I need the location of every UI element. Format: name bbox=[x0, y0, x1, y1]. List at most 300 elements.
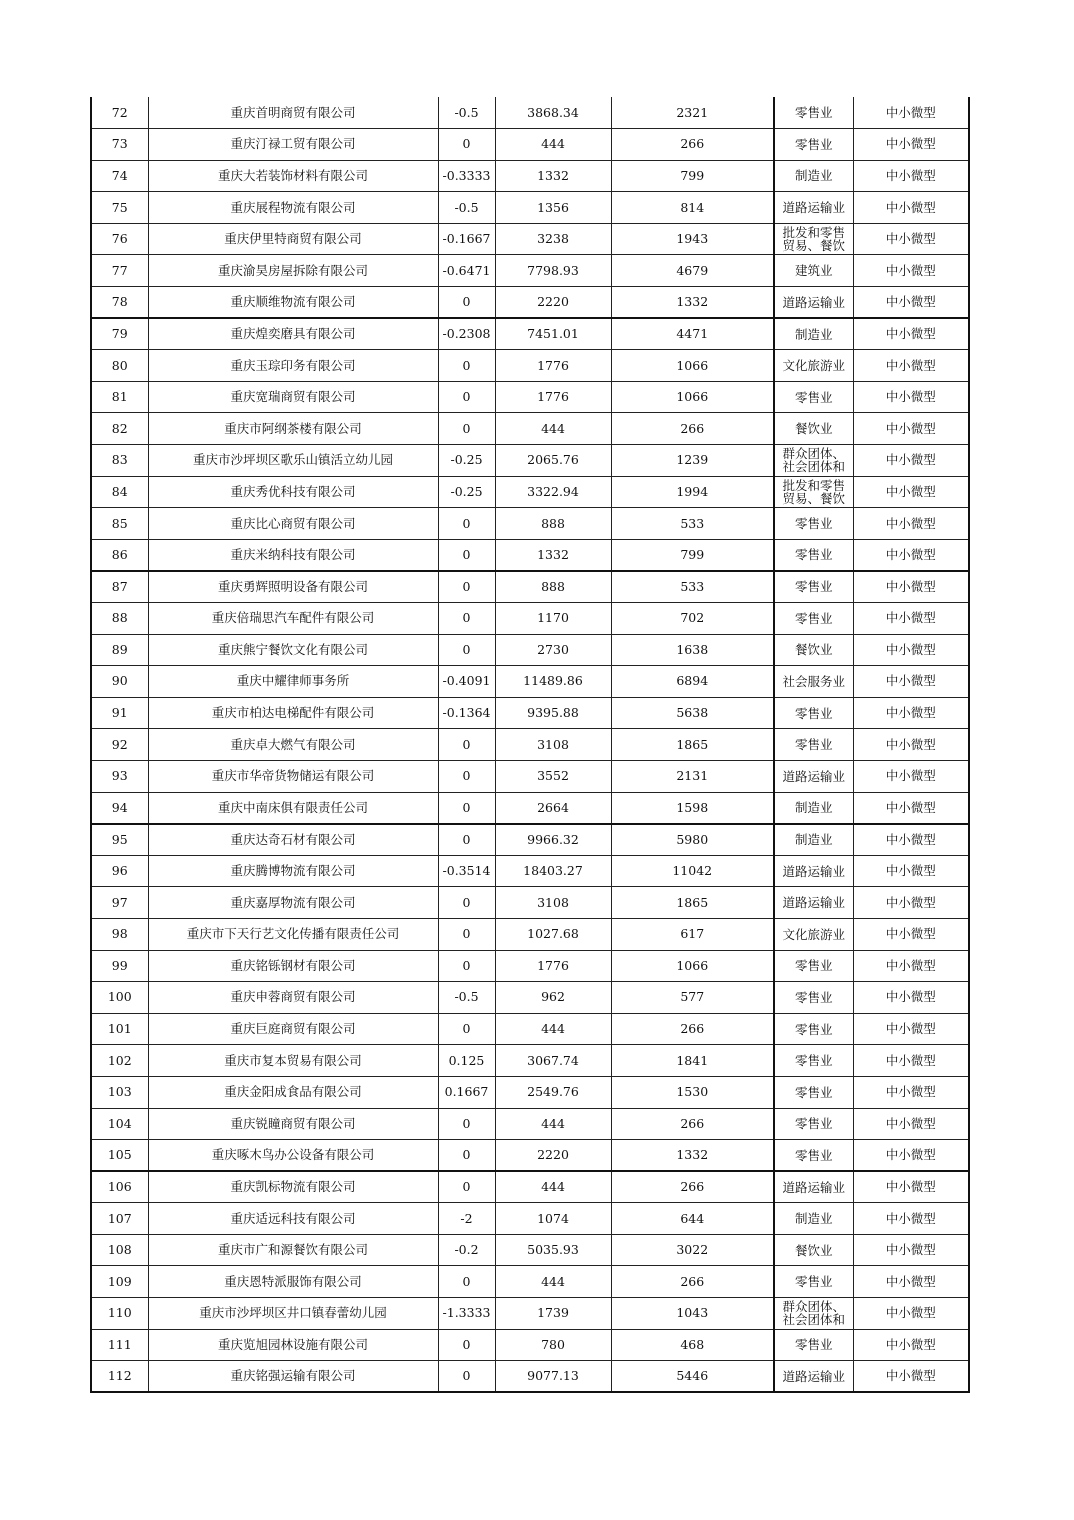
cell-amount: 2065.76 bbox=[495, 445, 611, 477]
cell-count: 1994 bbox=[611, 476, 774, 508]
table-row bbox=[91, 1045, 969, 1077]
table-row bbox=[91, 855, 969, 887]
cell-company-name: 重庆展程物流有限公司 bbox=[148, 192, 438, 224]
industry-text: 群众团体、社会团体和 bbox=[782, 1300, 845, 1327]
cell-index: 112 bbox=[91, 1361, 148, 1393]
cell-ratio: -0.3514 bbox=[438, 855, 495, 887]
cell-company-name: 重庆中南床俱有限责任公司 bbox=[148, 792, 438, 824]
cell-count: 266 bbox=[611, 413, 774, 445]
cell-company-name: 重庆伊里特商贸有限公司 bbox=[148, 223, 438, 255]
cell-ratio: 0 bbox=[438, 1361, 495, 1393]
cell-count: 1066 bbox=[611, 350, 774, 382]
cell-index: 80 bbox=[91, 350, 148, 382]
table-row bbox=[91, 729, 969, 761]
table-row bbox=[91, 982, 969, 1014]
cell-index: 90 bbox=[91, 666, 148, 698]
cell-amount: 11489.86 bbox=[495, 666, 611, 698]
cell-company-name: 重庆申蓉商贸有限公司 bbox=[148, 982, 438, 1014]
industry-text: 建筑业 bbox=[794, 264, 833, 278]
cell-amount: 444 bbox=[495, 129, 611, 161]
cell-ratio: -1.3333 bbox=[438, 1298, 495, 1330]
cell-industry bbox=[774, 824, 853, 856]
cell-count: 644 bbox=[611, 1203, 774, 1235]
industry-text: 文化旅游业 bbox=[782, 927, 845, 941]
cell-enterprise-type: 中小微型 bbox=[853, 950, 969, 982]
industry-text: 制造业 bbox=[794, 169, 833, 183]
table-row bbox=[91, 634, 969, 666]
cell-enterprise-type: 中小微型 bbox=[853, 1076, 969, 1108]
cell-count: 799 bbox=[611, 539, 774, 571]
table-row bbox=[91, 887, 969, 919]
cell-amount: 962 bbox=[495, 982, 611, 1014]
cell-industry bbox=[774, 792, 853, 824]
cell-amount: 9966.32 bbox=[495, 824, 611, 856]
industry-text: 零售业 bbox=[794, 106, 833, 120]
cell-count: 266 bbox=[611, 1108, 774, 1140]
cell-ratio: 0 bbox=[438, 129, 495, 161]
cell-ratio: 0 bbox=[438, 1140, 495, 1172]
table-row bbox=[91, 918, 969, 950]
table-row bbox=[91, 476, 969, 508]
cell-enterprise-type: 中小微型 bbox=[853, 666, 969, 698]
industry-text: 零售业 bbox=[794, 1054, 833, 1068]
cell-enterprise-type: 中小微型 bbox=[853, 318, 969, 350]
cell-company-name: 重庆金阳成食品有限公司 bbox=[148, 1076, 438, 1108]
cell-amount: 3067.74 bbox=[495, 1045, 611, 1077]
cell-amount: 888 bbox=[495, 508, 611, 540]
cell-company-name: 重庆市阿纲茶楼有限公司 bbox=[148, 413, 438, 445]
cell-ratio: 0 bbox=[438, 539, 495, 571]
cell-amount: 2220 bbox=[495, 287, 611, 319]
industry-text: 零售业 bbox=[794, 738, 833, 752]
cell-company-name: 重庆铭铄钢材有限公司 bbox=[148, 950, 438, 982]
industry-text: 道路运输业 bbox=[782, 201, 845, 215]
industry-text: 零售业 bbox=[794, 517, 833, 531]
cell-company-name: 重庆市沙坪坝区歌乐山镇活立幼儿园 bbox=[148, 445, 438, 477]
cell-index: 72 bbox=[91, 97, 148, 129]
cell-company-name: 重庆秀优科技有限公司 bbox=[148, 476, 438, 508]
table-row bbox=[91, 1140, 969, 1172]
cell-company-name: 重庆卓大燃气有限公司 bbox=[148, 729, 438, 761]
cell-index: 98 bbox=[91, 918, 148, 950]
cell-ratio: 0 bbox=[438, 1171, 495, 1203]
cell-ratio: 0 bbox=[438, 760, 495, 792]
cell-company-name: 重庆锐瞳商贸有限公司 bbox=[148, 1108, 438, 1140]
table-row bbox=[91, 223, 969, 255]
cell-ratio: -0.2308 bbox=[438, 318, 495, 350]
cell-ratio: -0.25 bbox=[438, 445, 495, 477]
cell-industry bbox=[774, 287, 853, 319]
cell-ratio: 0 bbox=[438, 413, 495, 445]
cell-enterprise-type: 中小微型 bbox=[853, 887, 969, 919]
cell-industry bbox=[774, 855, 853, 887]
cell-index: 82 bbox=[91, 413, 148, 445]
cell-ratio: -0.1364 bbox=[438, 697, 495, 729]
cell-company-name: 重庆大若装饰材料有限公司 bbox=[148, 160, 438, 192]
cell-index: 88 bbox=[91, 603, 148, 635]
cell-count: 5638 bbox=[611, 697, 774, 729]
cell-enterprise-type: 中小微型 bbox=[853, 1234, 969, 1266]
cell-industry bbox=[774, 887, 853, 919]
cell-count: 6894 bbox=[611, 666, 774, 698]
cell-count: 702 bbox=[611, 603, 774, 635]
table-row bbox=[91, 1076, 969, 1108]
cell-amount: 3108 bbox=[495, 729, 611, 761]
cell-index: 111 bbox=[91, 1329, 148, 1361]
cell-count: 1638 bbox=[611, 634, 774, 666]
cell-ratio: 0 bbox=[438, 887, 495, 919]
cell-count: 1865 bbox=[611, 729, 774, 761]
cell-enterprise-type: 中小微型 bbox=[853, 350, 969, 382]
cell-industry bbox=[774, 1171, 853, 1203]
cell-index: 105 bbox=[91, 1140, 148, 1172]
cell-index: 85 bbox=[91, 508, 148, 540]
cell-company-name: 重庆市下天行艺文化传播有限责任公司 bbox=[148, 918, 438, 950]
cell-company-name: 重庆煌奕磨具有限公司 bbox=[148, 318, 438, 350]
cell-industry bbox=[774, 1045, 853, 1077]
cell-industry bbox=[774, 950, 853, 982]
cell-index: 87 bbox=[91, 571, 148, 603]
cell-industry bbox=[774, 350, 853, 382]
cell-industry bbox=[774, 634, 853, 666]
table-row bbox=[91, 192, 969, 224]
cell-enterprise-type: 中小微型 bbox=[853, 1203, 969, 1235]
cell-count: 266 bbox=[611, 1013, 774, 1045]
cell-index: 97 bbox=[91, 887, 148, 919]
cell-enterprise-type: 中小微型 bbox=[853, 603, 969, 635]
table-row bbox=[91, 1013, 969, 1045]
cell-index: 76 bbox=[91, 223, 148, 255]
cell-amount: 444 bbox=[495, 1108, 611, 1140]
table-row bbox=[91, 792, 969, 824]
table-row bbox=[91, 1266, 969, 1298]
cell-index: 106 bbox=[91, 1171, 148, 1203]
cell-index: 96 bbox=[91, 855, 148, 887]
cell-ratio: -0.3333 bbox=[438, 160, 495, 192]
cell-enterprise-type: 中小微型 bbox=[853, 982, 969, 1014]
cell-ratio: 0 bbox=[438, 1329, 495, 1361]
cell-count: 1530 bbox=[611, 1076, 774, 1108]
cell-industry bbox=[774, 413, 853, 445]
cell-enterprise-type: 中小微型 bbox=[853, 855, 969, 887]
industry-text: 零售业 bbox=[794, 1022, 833, 1036]
industry-text: 零售业 bbox=[794, 1148, 833, 1162]
cell-count: 1865 bbox=[611, 887, 774, 919]
cell-company-name: 重庆顺维物流有限公司 bbox=[148, 287, 438, 319]
cell-count: 2321 bbox=[611, 97, 774, 129]
cell-index: 99 bbox=[91, 950, 148, 982]
cell-enterprise-type: 中小微型 bbox=[853, 476, 969, 508]
cell-count: 533 bbox=[611, 571, 774, 603]
cell-amount: 1776 bbox=[495, 350, 611, 382]
cell-count: 1239 bbox=[611, 445, 774, 477]
cell-enterprise-type: 中小微型 bbox=[853, 192, 969, 224]
table-row bbox=[91, 760, 969, 792]
cell-industry bbox=[774, 97, 853, 129]
cell-amount: 780 bbox=[495, 1329, 611, 1361]
cell-index: 75 bbox=[91, 192, 148, 224]
enterprise-table bbox=[90, 97, 970, 1393]
cell-ratio: -0.1667 bbox=[438, 223, 495, 255]
cell-amount: 7798.93 bbox=[495, 255, 611, 287]
table-body bbox=[91, 97, 969, 1392]
cell-count: 799 bbox=[611, 160, 774, 192]
cell-ratio: 0 bbox=[438, 381, 495, 413]
cell-index: 81 bbox=[91, 381, 148, 413]
cell-ratio: 0 bbox=[438, 571, 495, 603]
table-row bbox=[91, 1361, 969, 1393]
cell-count: 4471 bbox=[611, 318, 774, 350]
table-row bbox=[91, 1108, 969, 1140]
cell-count: 468 bbox=[611, 1329, 774, 1361]
cell-company-name: 重庆市沙坪坝区井口镇春蕾幼儿园 bbox=[148, 1298, 438, 1330]
cell-index: 73 bbox=[91, 129, 148, 161]
cell-company-name: 重庆汀禄工贸有限公司 bbox=[148, 129, 438, 161]
cell-amount: 2730 bbox=[495, 634, 611, 666]
cell-count: 814 bbox=[611, 192, 774, 224]
cell-enterprise-type: 中小微型 bbox=[853, 1298, 969, 1330]
cell-industry bbox=[774, 539, 853, 571]
cell-ratio: 0 bbox=[438, 287, 495, 319]
cell-index: 83 bbox=[91, 445, 148, 477]
cell-enterprise-type: 中小微型 bbox=[853, 1108, 969, 1140]
cell-enterprise-type: 中小微型 bbox=[853, 918, 969, 950]
cell-count: 1066 bbox=[611, 950, 774, 982]
cell-company-name: 重庆宽瑞商贸有限公司 bbox=[148, 381, 438, 413]
cell-industry bbox=[774, 1298, 853, 1330]
cell-index: 79 bbox=[91, 318, 148, 350]
cell-enterprise-type: 中小微型 bbox=[853, 1171, 969, 1203]
industry-text: 制造业 bbox=[794, 327, 833, 341]
table-row bbox=[91, 129, 969, 161]
cell-amount: 444 bbox=[495, 1171, 611, 1203]
cell-company-name: 重庆熊宁餐饮文化有限公司 bbox=[148, 634, 438, 666]
table-row bbox=[91, 318, 969, 350]
cell-industry bbox=[774, 918, 853, 950]
cell-industry bbox=[774, 192, 853, 224]
cell-ratio: 0 bbox=[438, 1013, 495, 1045]
cell-industry bbox=[774, 1361, 853, 1393]
cell-ratio: -0.6471 bbox=[438, 255, 495, 287]
table-row bbox=[91, 1234, 969, 1266]
cell-enterprise-type: 中小微型 bbox=[853, 160, 969, 192]
table-row bbox=[91, 571, 969, 603]
cell-company-name: 重庆腾博物流有限公司 bbox=[148, 855, 438, 887]
cell-ratio: 0 bbox=[438, 792, 495, 824]
cell-industry bbox=[774, 1013, 853, 1045]
cell-ratio: 0.1667 bbox=[438, 1076, 495, 1108]
cell-ratio: -0.5 bbox=[438, 97, 495, 129]
industry-text: 零售业 bbox=[794, 1275, 833, 1289]
cell-ratio: 0 bbox=[438, 1108, 495, 1140]
industry-text: 零售业 bbox=[794, 548, 833, 562]
cell-enterprise-type: 中小微型 bbox=[853, 571, 969, 603]
cell-amount: 444 bbox=[495, 413, 611, 445]
cell-index: 89 bbox=[91, 634, 148, 666]
industry-text: 零售业 bbox=[794, 959, 833, 973]
cell-industry bbox=[774, 1203, 853, 1235]
cell-industry bbox=[774, 760, 853, 792]
industry-text: 道路运输业 bbox=[782, 295, 845, 309]
cell-industry bbox=[774, 508, 853, 540]
cell-company-name: 重庆米纳科技有限公司 bbox=[148, 539, 438, 571]
cell-industry bbox=[774, 982, 853, 1014]
industry-text: 零售业 bbox=[794, 611, 833, 625]
table-row bbox=[91, 413, 969, 445]
cell-industry bbox=[774, 1108, 853, 1140]
cell-industry bbox=[774, 1266, 853, 1298]
cell-index: 109 bbox=[91, 1266, 148, 1298]
table-row bbox=[91, 1203, 969, 1235]
industry-text: 批发和零售贸易、餐饮 bbox=[782, 478, 845, 505]
industry-text: 零售业 bbox=[794, 137, 833, 151]
cell-ratio: -0.2 bbox=[438, 1234, 495, 1266]
cell-enterprise-type: 中小微型 bbox=[853, 287, 969, 319]
industry-text: 零售业 bbox=[794, 390, 833, 404]
cell-amount: 18403.27 bbox=[495, 855, 611, 887]
cell-index: 77 bbox=[91, 255, 148, 287]
cell-index: 84 bbox=[91, 476, 148, 508]
cell-index: 101 bbox=[91, 1013, 148, 1045]
cell-index: 107 bbox=[91, 1203, 148, 1235]
cell-company-name: 重庆恩特派服饰有限公司 bbox=[148, 1266, 438, 1298]
spreadsheet-page bbox=[90, 97, 968, 1393]
cell-company-name: 重庆市柏达电梯配件有限公司 bbox=[148, 697, 438, 729]
cell-amount: 1356 bbox=[495, 192, 611, 224]
cell-amount: 1332 bbox=[495, 160, 611, 192]
cell-enterprise-type: 中小微型 bbox=[853, 824, 969, 856]
cell-amount: 1027.68 bbox=[495, 918, 611, 950]
cell-enterprise-type: 中小微型 bbox=[853, 1329, 969, 1361]
cell-amount: 5035.93 bbox=[495, 1234, 611, 1266]
cell-index: 93 bbox=[91, 760, 148, 792]
cell-industry bbox=[774, 666, 853, 698]
table-row bbox=[91, 350, 969, 382]
industry-text: 文化旅游业 bbox=[782, 359, 845, 373]
cell-ratio: 0 bbox=[438, 950, 495, 982]
cell-enterprise-type: 中小微型 bbox=[853, 539, 969, 571]
table-row bbox=[91, 824, 969, 856]
cell-industry bbox=[774, 381, 853, 413]
cell-enterprise-type: 中小微型 bbox=[853, 508, 969, 540]
cell-index: 91 bbox=[91, 697, 148, 729]
cell-amount: 1776 bbox=[495, 381, 611, 413]
cell-company-name: 重庆倍瑞思汽车配件有限公司 bbox=[148, 603, 438, 635]
cell-count: 1598 bbox=[611, 792, 774, 824]
cell-company-name: 重庆览旭园林设施有限公司 bbox=[148, 1329, 438, 1361]
cell-ratio: 0 bbox=[438, 918, 495, 950]
cell-enterprise-type: 中小微型 bbox=[853, 1266, 969, 1298]
cell-enterprise-type: 中小微型 bbox=[853, 792, 969, 824]
cell-amount: 2549.76 bbox=[495, 1076, 611, 1108]
cell-company-name: 重庆勇辉照明设备有限公司 bbox=[148, 571, 438, 603]
cell-amount: 3868.34 bbox=[495, 97, 611, 129]
cell-count: 266 bbox=[611, 129, 774, 161]
cell-industry bbox=[774, 1329, 853, 1361]
cell-company-name: 重庆玉琮印务有限公司 bbox=[148, 350, 438, 382]
industry-text: 零售业 bbox=[794, 1338, 833, 1352]
cell-ratio: 0 bbox=[438, 508, 495, 540]
cell-count: 11042 bbox=[611, 855, 774, 887]
cell-index: 95 bbox=[91, 824, 148, 856]
cell-company-name: 重庆巨庭商贸有限公司 bbox=[148, 1013, 438, 1045]
table-row bbox=[91, 1298, 969, 1330]
industry-text: 餐饮业 bbox=[794, 1243, 833, 1257]
cell-enterprise-type: 中小微型 bbox=[853, 1045, 969, 1077]
cell-amount: 1776 bbox=[495, 950, 611, 982]
table-row bbox=[91, 697, 969, 729]
industry-text: 零售业 bbox=[794, 990, 833, 1004]
cell-ratio: -0.5 bbox=[438, 982, 495, 1014]
cell-company-name: 重庆铭强运输有限公司 bbox=[148, 1361, 438, 1393]
table-row bbox=[91, 287, 969, 319]
cell-index: 104 bbox=[91, 1108, 148, 1140]
cell-industry bbox=[774, 1234, 853, 1266]
cell-index: 94 bbox=[91, 792, 148, 824]
cell-company-name: 重庆渝昊房屋拆除有限公司 bbox=[148, 255, 438, 287]
cell-amount: 9395.88 bbox=[495, 697, 611, 729]
cell-amount: 3108 bbox=[495, 887, 611, 919]
cell-industry bbox=[774, 571, 853, 603]
cell-index: 78 bbox=[91, 287, 148, 319]
industry-text: 餐饮业 bbox=[794, 422, 833, 436]
cell-count: 577 bbox=[611, 982, 774, 1014]
cell-enterprise-type: 中小微型 bbox=[853, 634, 969, 666]
cell-index: 108 bbox=[91, 1234, 148, 1266]
cell-amount: 888 bbox=[495, 571, 611, 603]
cell-ratio: 0 bbox=[438, 634, 495, 666]
cell-amount: 2664 bbox=[495, 792, 611, 824]
cell-industry bbox=[774, 445, 853, 477]
cell-count: 1332 bbox=[611, 287, 774, 319]
cell-index: 110 bbox=[91, 1298, 148, 1330]
cell-enterprise-type: 中小微型 bbox=[853, 255, 969, 287]
cell-company-name: 重庆达奇石材有限公司 bbox=[148, 824, 438, 856]
cell-industry bbox=[774, 318, 853, 350]
industry-text: 零售业 bbox=[794, 580, 833, 594]
industry-text: 道路运输业 bbox=[782, 1369, 845, 1383]
industry-text: 社会服务业 bbox=[782, 674, 845, 688]
cell-industry bbox=[774, 697, 853, 729]
cell-index: 74 bbox=[91, 160, 148, 192]
cell-amount: 444 bbox=[495, 1013, 611, 1045]
cell-enterprise-type: 中小微型 bbox=[853, 97, 969, 129]
cell-enterprise-type: 中小微型 bbox=[853, 729, 969, 761]
industry-text: 道路运输业 bbox=[782, 896, 845, 910]
cell-count: 1043 bbox=[611, 1298, 774, 1330]
table-row bbox=[91, 508, 969, 540]
cell-count: 266 bbox=[611, 1171, 774, 1203]
cell-count: 1066 bbox=[611, 381, 774, 413]
cell-ratio: 0.125 bbox=[438, 1045, 495, 1077]
cell-industry bbox=[774, 476, 853, 508]
cell-amount: 7451.01 bbox=[495, 318, 611, 350]
cell-ratio: -0.4091 bbox=[438, 666, 495, 698]
cell-enterprise-type: 中小微型 bbox=[853, 413, 969, 445]
cell-amount: 1739 bbox=[495, 1298, 611, 1330]
cell-enterprise-type: 中小微型 bbox=[853, 697, 969, 729]
cell-amount: 3238 bbox=[495, 223, 611, 255]
cell-amount: 444 bbox=[495, 1266, 611, 1298]
cell-amount: 1170 bbox=[495, 603, 611, 635]
cell-enterprise-type: 中小微型 bbox=[853, 760, 969, 792]
table-row bbox=[91, 1329, 969, 1361]
table-row bbox=[91, 381, 969, 413]
cell-count: 266 bbox=[611, 1266, 774, 1298]
cell-enterprise-type: 中小微型 bbox=[853, 1361, 969, 1393]
cell-amount: 9077.13 bbox=[495, 1361, 611, 1393]
cell-company-name: 重庆市广和源餐饮有限公司 bbox=[148, 1234, 438, 1266]
